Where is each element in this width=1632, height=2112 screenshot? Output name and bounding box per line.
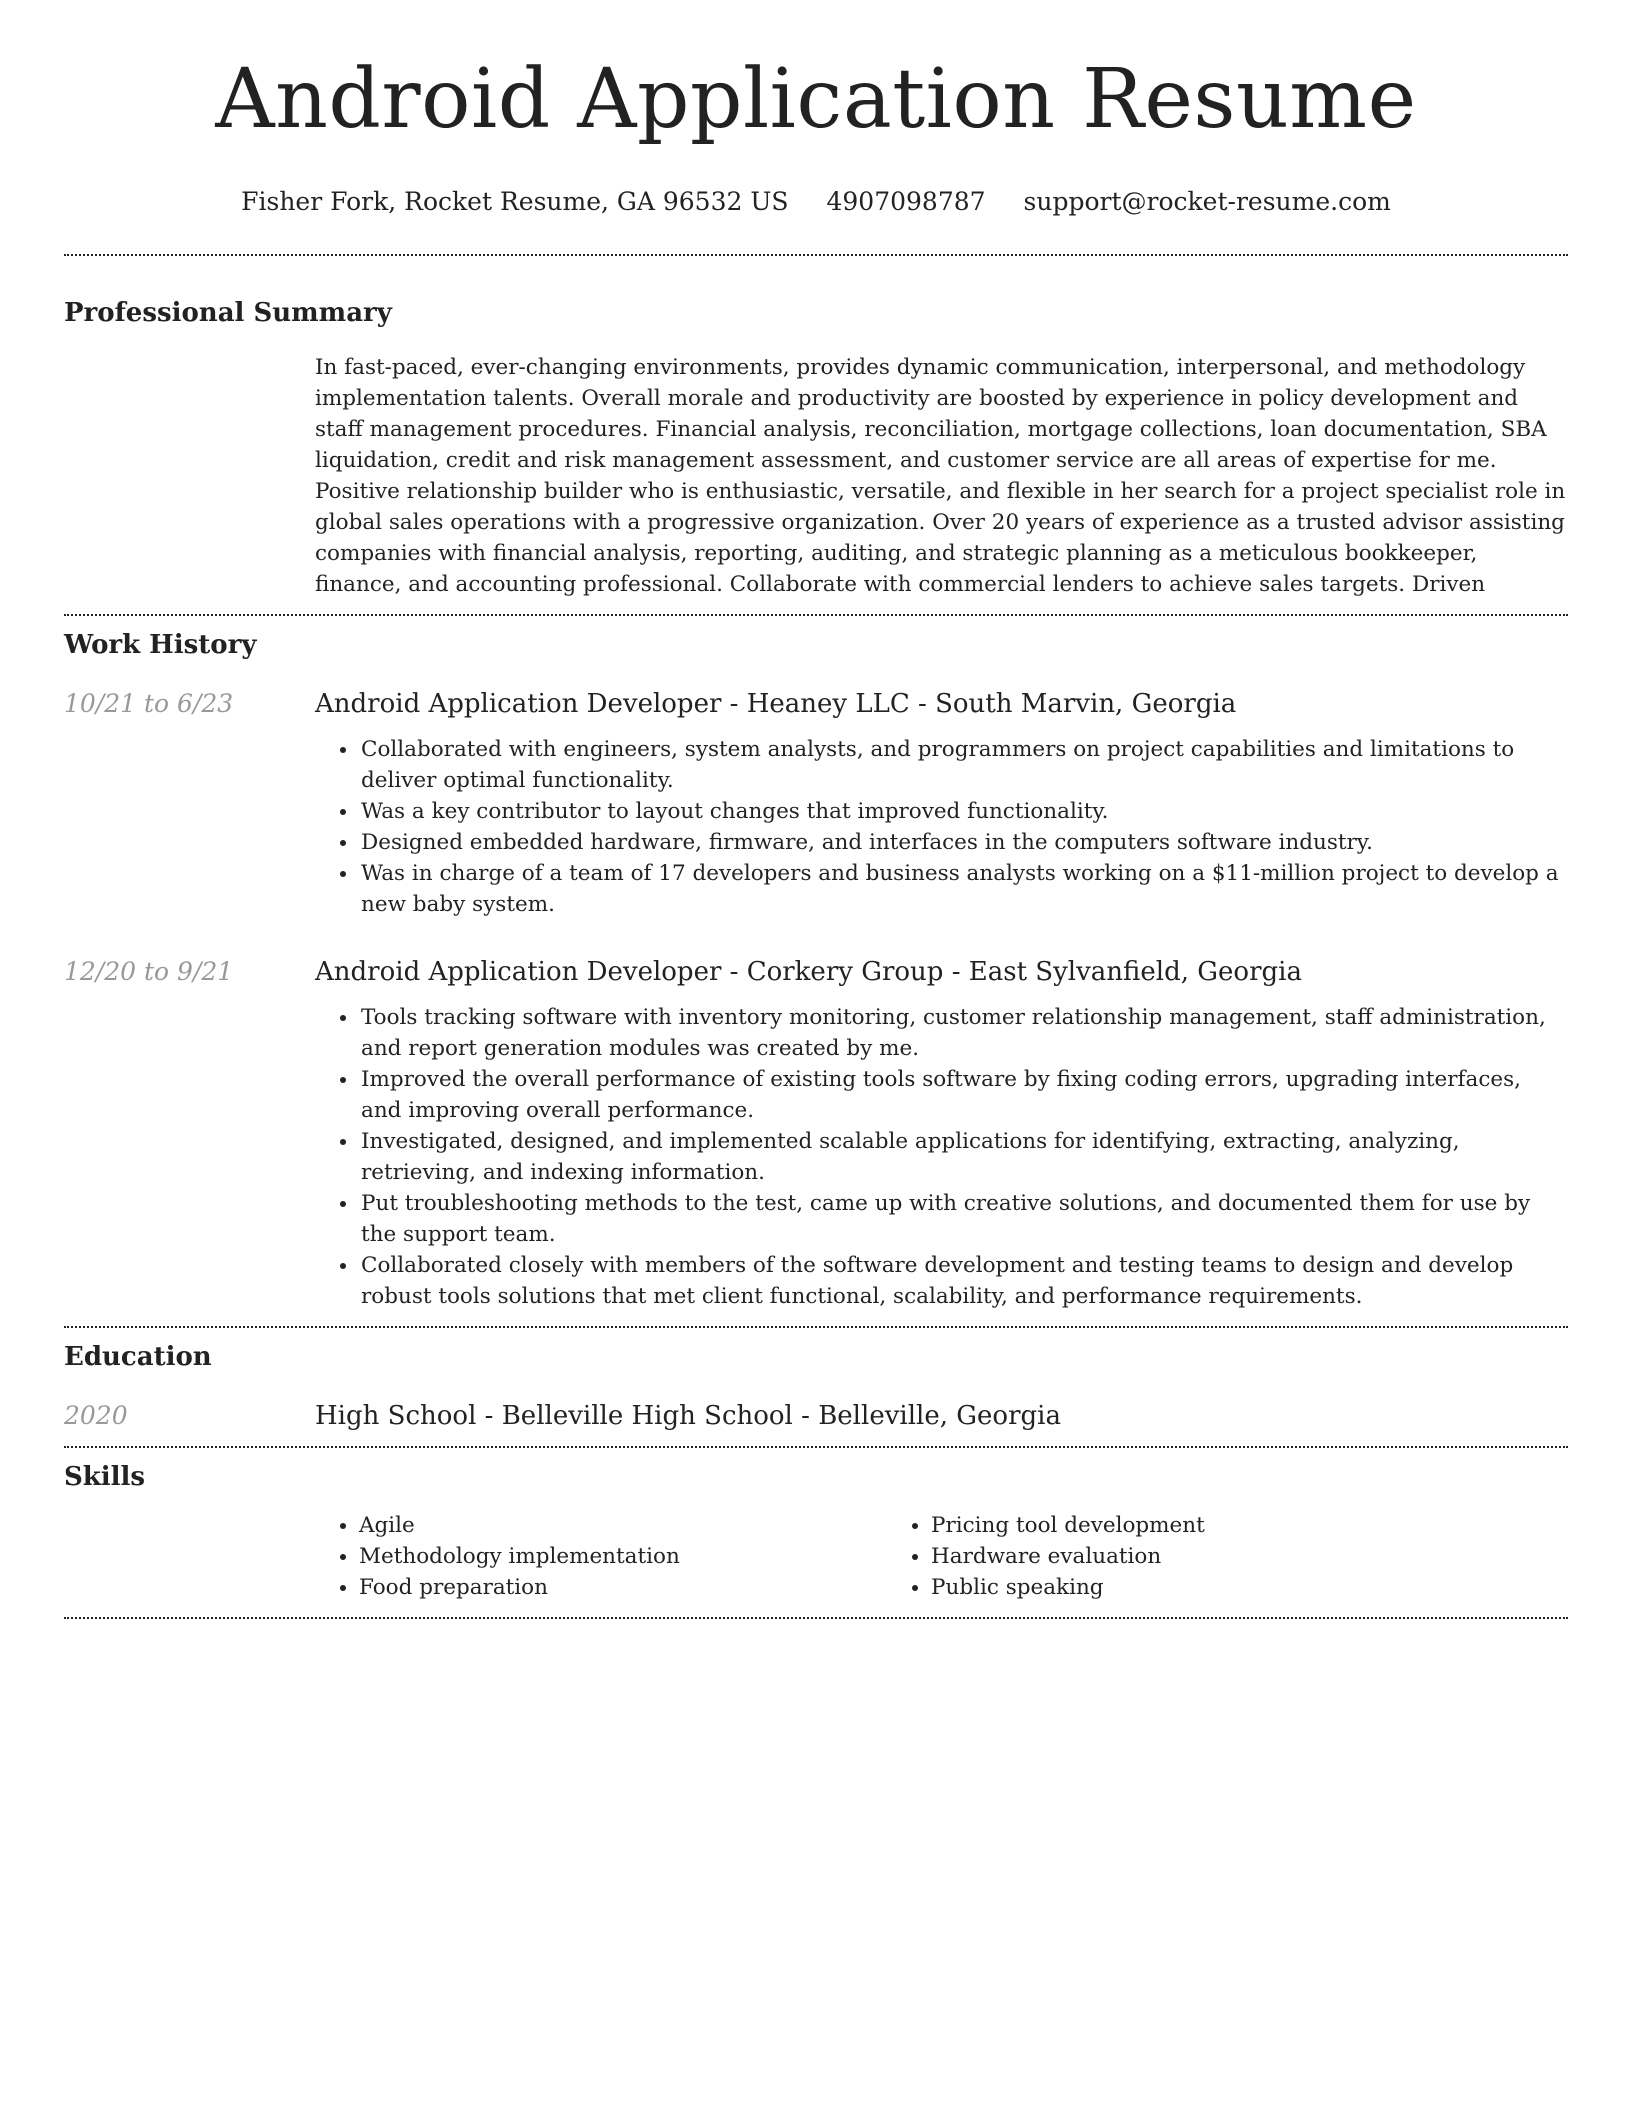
skills-section	[64, 1460, 1568, 1617]
job-bullet: • Designed embedded hardware, firmware, and interfaces in the computers software industry.	[359, 827, 1568, 858]
education-title: High School - Belleville High School - Belleville, Georgia	[315, 1401, 1061, 1431]
divider	[64, 1617, 1568, 1619]
resume-title: Android Application Resume	[215, 52, 1417, 147]
job-bullet: • Put troubleshooting methods to the test, came up with creative solutions, and documented them for use by the support team.	[359, 1188, 1568, 1250]
section-title-summary: Professional Summary	[64, 298, 392, 328]
job-bullet: • Was a key contributor to layout changes that improved functionality.	[359, 796, 1568, 827]
job-bullet: • Improved the overall performance of existing tools software by fixing coding errors, upgrading interfaces, and improving overall performance.	[359, 1064, 1568, 1126]
job-bullet: • Investigated, designed, and implemented scalable applications for identifying, extracting, analyzing, retrieving, and indexing information.	[359, 1126, 1568, 1188]
skills-list-left	[315, 1510, 887, 1603]
divider	[64, 1326, 1568, 1328]
job-bullet: • Tools tracking software with inventory monitoring, customer relationship management, staff administration, and report generation modules was created by me.	[359, 1002, 1568, 1064]
contact-phone: 4907098787	[826, 187, 986, 216]
contact-line	[64, 186, 1568, 218]
divider	[64, 1446, 1568, 1448]
contact-email: support@rocket-resume.com	[1023, 187, 1391, 216]
job-entry	[64, 956, 1568, 1326]
job-bullets	[64, 734, 1568, 920]
skill-item: • Pricing tool development	[931, 1510, 1487, 1541]
divider	[64, 614, 1568, 616]
summary-text: In fast-paced, ever-changing environments, provides dynamic communication, interpersonal, and methodology implementation talents. Overall morale and productivity are boosted by experience in policy development and staff management procedures. Financial analysis, reconciliation, mortgage collections, loan documentation, SBA liquidation, credit and risk management assessment, and customer service are all areas of expertise for me. Positive relationship builder who is enthusiastic, versatile, and flexible in her search for a project specialist role in global sales operations with a progressive organization. Over 20 years of experience as a trusted advisor assisting companies with financial analysis, reporting, auditing, and strategic planning as a meticulous bookkeeper, finance, and accounting professional. Collaborate with commercial lenders to achieve sales targets. Driven	[315, 355, 1566, 597]
job-header	[64, 956, 1568, 988]
skill-item: • Methodology implementation	[359, 1541, 887, 1572]
job-dates: 12/20 to 9/21	[64, 957, 234, 986]
section-title-work-history: Work History	[64, 630, 257, 660]
education-year: 2020	[64, 1401, 128, 1430]
job-dates: 10/21 to 6/23	[64, 689, 234, 718]
divider	[64, 254, 1568, 256]
job-title: Android Application Developer - Corkery Group - East Sylvanfield, Georgia	[315, 957, 1302, 987]
skills-list-right	[887, 1510, 1487, 1603]
education-section	[64, 1340, 1568, 1446]
job-bullet: • Was in charge of a team of 17 developers and business analysts working on a $11-million project to develop a new baby system.	[359, 858, 1568, 920]
skill-item: • Public speaking	[931, 1572, 1487, 1603]
job-entry	[64, 688, 1568, 920]
contact-address: Fisher Fork, Rocket Resume, GA 96532 US	[241, 187, 789, 216]
section-title-skills: Skills	[64, 1462, 146, 1492]
education-entry	[64, 1400, 1568, 1446]
section-title-education: Education	[64, 1342, 212, 1372]
skill-item: • Hardware evaluation	[931, 1541, 1487, 1572]
skill-item: • Agile	[359, 1510, 887, 1541]
job-title: Android Application Developer - Heaney LLC - South Marvin, Georgia	[315, 689, 1237, 719]
job-bullets	[64, 1002, 1568, 1326]
job-bullet: • Collaborated with engineers, system analysts, and programmers on project capabilities and limitations to deliver optimal functionality.	[359, 734, 1568, 796]
skills-columns	[315, 1510, 1568, 1617]
work-history-section	[64, 628, 1568, 1326]
professional-summary-section	[64, 296, 1568, 614]
job-header	[64, 688, 1568, 720]
job-bullet: • Collaborated closely with members of the software development and testing teams to design and develop robust tools solutions that met client functional, scalability, and performance requirements.	[359, 1250, 1568, 1312]
skill-item: • Food preparation	[359, 1572, 887, 1603]
